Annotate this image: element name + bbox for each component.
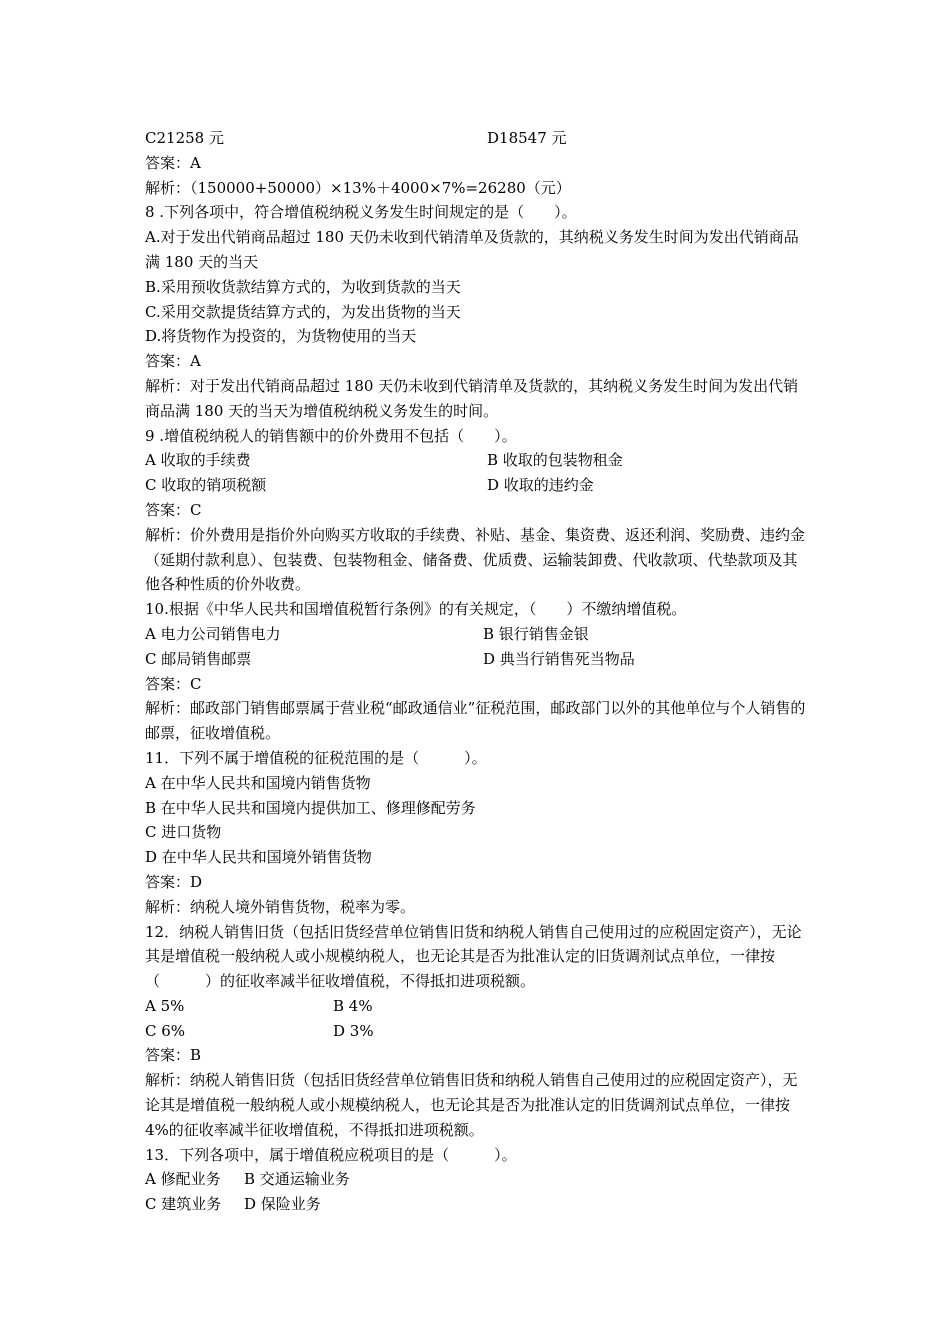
q13-options-cd: [145, 1192, 810, 1217]
q12-option-a: A 5%: [145, 996, 185, 1015]
document-body: [145, 126, 810, 1217]
q9-option-b: B 收取的包装物租金: [487, 451, 623, 470]
q7-options-cd: [145, 126, 810, 151]
q10-answer: 答案：C: [145, 674, 202, 693]
q9-answer: 答案：C: [145, 500, 202, 519]
q7-option-c: C21258 元: [145, 129, 224, 147]
q9-analysis: 解析：价外费用是指价外向购买方收取的手续费、补贴、基金、集资费、返还利润、奖励费、违约金（延期付款利息）、包装费、包装物租金、储备费、优质费、运输装卸费、代收款项、代垫款项及其他各种性质的价外收费。: [145, 525, 806, 594]
q7-answer: 答案：A: [145, 153, 201, 172]
q10-options-ab: [145, 622, 810, 647]
q10-analysis: 解析：邮政部门销售邮票属于营业税“邮政通信业”征税范围，邮政部门以外的其他单位与个人销售的邮票，征收增值税。: [145, 699, 806, 743]
q11-answer: 答案：D: [145, 872, 203, 891]
q10-option-d: D 典当行销售死当物品: [483, 649, 635, 668]
q13-option-c: C 建筑业务: [145, 1195, 222, 1214]
q10-question: 10.根据《中华人民共和国增值税暂行条例》的有关规定，（ ）不缴纳增值税。: [145, 600, 687, 619]
q11-option-a: A 在中华人民共和国境内销售货物: [145, 773, 371, 792]
q8-answer: 答案：A: [145, 352, 201, 371]
q8-analysis: 解析：对于发出代销商品超过 180 天仍未收到代销清单及货款的，其纳税义务发生时间为发出代销商品满 180 天的当天为增值税纳税义务发生的时间。: [145, 376, 799, 420]
q12-options-cd: [145, 1019, 810, 1044]
q13-options-ab: [145, 1167, 810, 1192]
q9-option-d: D 收取的违约金: [487, 476, 594, 495]
q9-options-cd: [145, 473, 810, 498]
q12-answer: 答案：B: [145, 1046, 202, 1065]
q9-options-ab: [145, 448, 810, 473]
q9-question: 9 .增值税纳税人的销售额中的价外费用不包括（ ）。: [145, 426, 517, 445]
q9-option-c: C 收取的销项税额: [145, 476, 267, 495]
q8-option-c: C.采用交款提货结算方式的，为发出货物的当天: [145, 302, 461, 321]
q11-option-b: B 在中华人民共和国境内提供加工、修理修配劳务: [145, 798, 476, 817]
q12-option-c: C 6%: [145, 1021, 186, 1040]
q10-option-c: C 邮局销售邮票: [145, 649, 252, 668]
q13-question: 13．下列各项中，属于增值税应税项目的是（ ）。: [145, 1145, 517, 1164]
q10-option-b: B 银行销售金银: [483, 624, 589, 643]
q7-analysis: 解析：（150000+50000）×13%＋4000×7%=26280（元）: [145, 178, 571, 197]
q11-option-d: D 在中华人民共和国境外销售货物: [145, 848, 372, 867]
q8-option-b: B.采用预收货款结算方式的，为收到货款的当天: [145, 277, 461, 296]
q10-options-cd: [145, 647, 810, 672]
q11-analysis: 解析：纳税人境外销售货物，税率为零。: [145, 897, 416, 916]
q13-option-b: B 交通运输业务: [244, 1170, 350, 1189]
q8-question: 8 .下列各项中，符合增值税纳税义务发生时间规定的是（ ）。: [145, 203, 577, 222]
q10-option-a: A 电力公司销售电力: [145, 624, 281, 643]
q12-option-d: D 3%: [333, 1021, 374, 1040]
q11-question: 11．下列不属于增值税的征税范围的是（ ）。: [145, 748, 487, 767]
q11-option-c: C 进口货物: [145, 823, 222, 842]
q12-question: 12．纳税人销售旧货（包括旧货经营单位销售旧货和纳税人销售自己使用过的应税固定资产），无论其是增值税一般纳税人或小规模纳税人，也无论其是否为批准认定的旧货调剂试点单位，一律按（ ）的征收率减半征收增值税，不得抵扣进项税额。: [145, 922, 802, 991]
q13-option-a: A 修配业务: [145, 1170, 221, 1189]
q12-option-b: B 4%: [333, 996, 373, 1015]
q8-option-d: D.将货物作为投资的，为货物使用的当天: [145, 327, 417, 346]
q12-analysis: 解析：纳税人销售旧货（包括旧货经营单位销售旧货和纳税人销售自己使用过的应税固定资产），无论其是增值税一般纳税人或小规模纳税人，也无论其是否为批准认定的旧货调剂试点单位，一律按 4%的征收率减半征收增值税，不得抵扣进项税额。: [145, 1071, 798, 1139]
q8-option-a: A.对于发出代销商品超过 180 天仍未收到代销清单及货款的，其纳税义务发生时间为发出代销商品满 180 天的当天: [145, 228, 799, 271]
q7-option-d: D18547 元: [487, 129, 567, 147]
q12-options-ab: [145, 994, 810, 1019]
q9-option-a: A 收取的手续费: [145, 451, 251, 470]
q13-option-d: D 保险业务: [244, 1195, 321, 1214]
